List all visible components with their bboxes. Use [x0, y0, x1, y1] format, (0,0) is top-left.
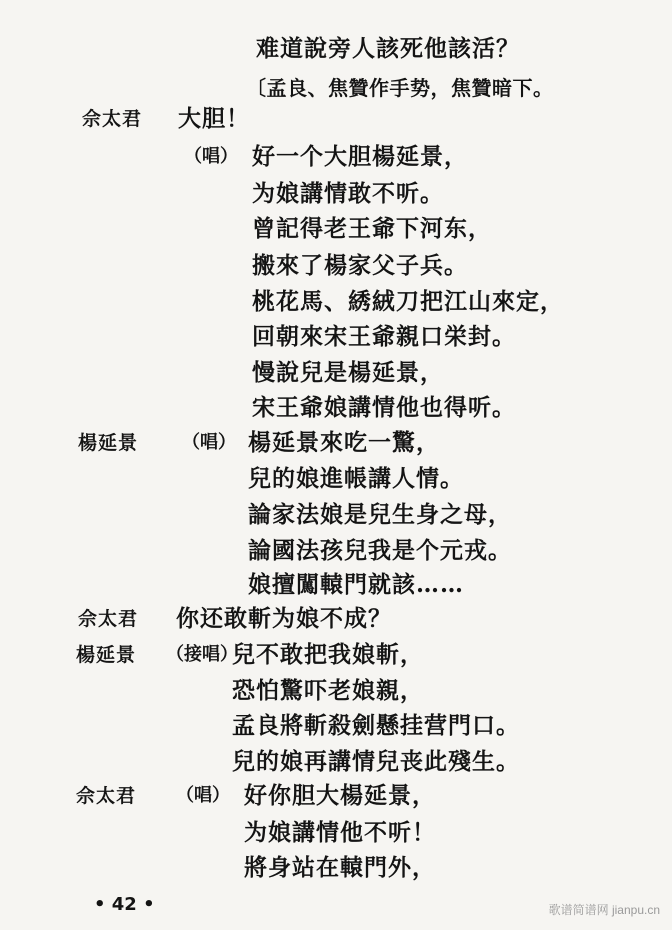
page-number: • 42 •: [94, 894, 155, 915]
lyric-line: 宋王爺娘講情他也得听。: [252, 394, 516, 421]
lyric-line: 兒的娘進帳講人情。: [248, 465, 464, 492]
lyric-line: 恐怕驚吓老娘親，: [232, 677, 424, 704]
lyric-line: 慢說兒是楊延景，: [252, 359, 444, 386]
lyric-line: 桃花馬、綉絨刀把江山來定，: [252, 288, 564, 315]
action-marker: （唱）: [182, 432, 236, 453]
spoken-line: 大胆！: [178, 105, 250, 132]
action-marker: （唱）: [176, 785, 230, 806]
lyric-line: 將身站在轅門外，: [244, 854, 436, 881]
lyric-line: 曾記得老王爺下河东，: [252, 215, 492, 242]
speaker-name: 佘太君: [82, 108, 143, 130]
speaker-name: 佘太君: [76, 785, 137, 807]
lyric-line: 楊延景來吃一驚，: [248, 429, 440, 456]
spoken-line: 你还敢斬为娘不成？: [176, 605, 392, 632]
lyric-line: 回朝來宋王爺親口栄封。: [252, 323, 516, 350]
lyric-line: 好你胆大楊延景，: [244, 782, 436, 809]
lyric-line: 为娘講情敢不听。: [252, 180, 444, 207]
speaker-name: 楊延景: [76, 644, 137, 666]
action-marker: （唱）: [184, 146, 238, 167]
lyric-line: 孟良將斬殺劍懸挂营門口。: [232, 712, 520, 739]
lyric-line: 兒的娘再講情兒丧此殘生。: [232, 748, 520, 775]
speaker-name: 楊延景: [78, 432, 139, 454]
stage-direction: 〔孟良、焦贊作手势，焦贊暗下。: [246, 76, 554, 100]
lyric-line: 論家法娘是兒生身之母，: [248, 501, 512, 528]
lyric-line: 好一个大胆楊延景，: [252, 143, 468, 170]
action-marker: （接唱）: [166, 644, 238, 665]
lyric-line: 娘擅闖轅門就該……: [248, 571, 464, 598]
lyric-line: 論國法孩兒我是个元戎。: [248, 537, 512, 564]
lyric-line: 兒不敢把我娘斬，: [232, 641, 424, 668]
lyric-line: 搬來了楊家父子兵。: [252, 252, 468, 279]
speaker-name: 佘太君: [78, 608, 139, 630]
lyric-line: 难道說旁人該死他該活？: [256, 35, 520, 62]
site-watermark: 歌谱简谱网 jianpu.cn: [548, 903, 660, 917]
lyric-line: 为娘講情他不听！: [244, 819, 436, 846]
